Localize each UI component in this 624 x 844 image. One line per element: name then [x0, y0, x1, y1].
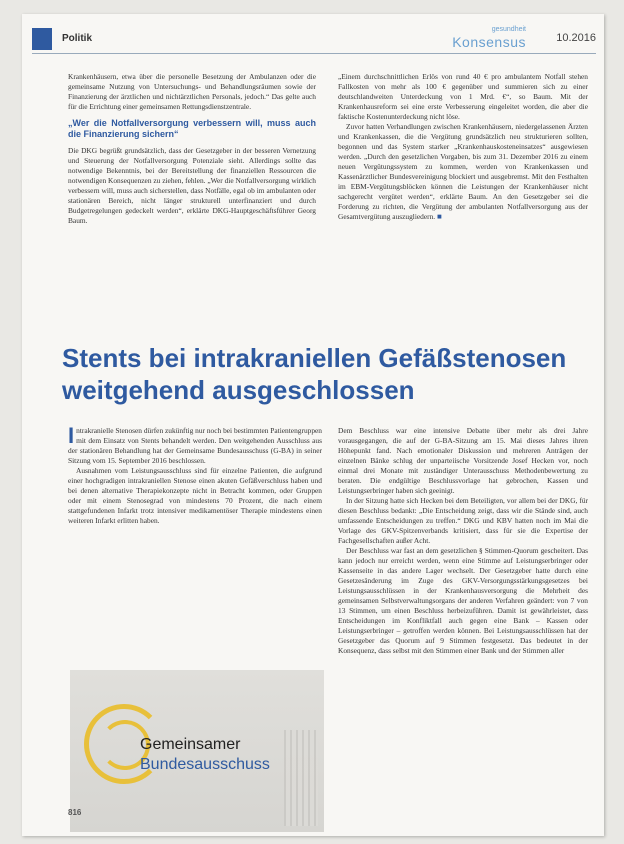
bottom-left-column [68, 423, 323, 526]
bottom-right-column [338, 426, 588, 656]
issue-date: 10.2016 [556, 32, 596, 44]
top-left-para-1: Krankenhäusern, etwa über die personelle Besetzung der Ambulanzen oder die gemeinsame Nutzung von Untersuchungs- und Behandlungsräumen sowie der Finanzierung der ärztlichen und nichtärztlichen Personals, jedoch.“ Das gelte auch für die Errichtung einer gemeinsamen Rettungsdienstzentrale. [68, 72, 316, 111]
page-number: 816 [68, 808, 82, 817]
bottom-left-para-2: Ausnahmen vom Leistungsausschluss sind für einzelne Patienten, die aufgrund einer hochgradigen intrakraniellen Stenose einen akuten Gefäßverschluss haben und bei denen alternative Therapiekonzepte nicht in Betracht kommen, oder Gruppen oder mit einem Stenosegrad von mindestens 70 Prozent, die nach einem stattgefundenen Infarkt trotz intensiver medikamentöser Therapie mindestens einen weiteren Infarkt erlitten haben. [68, 466, 322, 525]
page-header [32, 26, 596, 52]
g-ba-sign-line-1: Gemeinsamer [140, 736, 241, 753]
header-divider [32, 53, 596, 54]
top-right-para-2 [338, 122, 588, 222]
g-ba-background-slats [284, 730, 318, 826]
lead-paragraph-text: ntrakranielle Stenosen dürfen zukünftig nur noch bei bestimmten Patientengruppen mit dem Einsatz von Stents behandelt werden. Den weitgehenden Ausschluss aus der stationären Behandlung hat der Gemeinsame Bundesausschuss (G-BA) in seiner Sitzung vom 15. September 2016 beschlossen. [68, 426, 323, 465]
end-of-article-mark: ■ [437, 212, 442, 221]
subheading: „Wer die Notfallversorgung verbessern will, muss auch die Finanzierung sichern“ [68, 118, 316, 139]
top-right-para-2-text: Zuvor hatten Verhandlungen zwischen Krankenhäusern, niedergelassenen Ärzten und Krankenkassen, die die Vergütung grundsätzlich neu strukturieren sollten, begonnen und das System starker „Krankenhauskosteneinsatzes“ ausgewiesen werden. „Durch den gesetzlichen Vorgaben, bis zum 31. Dezember 2016 zu einem neuen Vergütungssystem zu kommen, werden von Krankenkassen und Kassenärztlicher Bundesvereinigung blockiert und ausgebremst. Mit den Festhalten im EBM-Vergütungsblöcken können die Leistungen der Krankenhäuser nicht sachgerecht vergütet werden“, erklärte Baum. An den Gesetzgeber sei die Forderung zu richten, die Vergütung der ambulanten Notfallversorgung aus der Gesamtvergütung auszugliedern. [338, 122, 588, 221]
top-right-column [338, 72, 588, 222]
article-headline: Stents bei intrakraniellen Gefäßstenosen weitgehend ausgeschlossen [62, 343, 567, 405]
drop-cap: I [68, 423, 75, 448]
section-color-block [32, 28, 52, 50]
top-left-para-2: Die DKG begrüßt grundsätzlich, dass der Gesetzgeber in der besseren Vernetzung und Steuerung der Notfallversorgung Potenziale sieht. Allerdings sollte das notwendige Bekenntnis, bei der Bereitstellung der finanziellen Ressourcen die notwendigen Konsequenzen zu ziehen, fehlen. „Wer die Notfallversorgung wirklich verbessern will, muss auch sicherstellen, dass Notfälle, egal ob im ambulanten oder stationären Bereich, nicht länger strukturell unterfinanziert und durch Budgetregelungen gedeckelt werden“, erklärte DKG-Hauptgeschäftsführer Georg Baum. [68, 146, 317, 225]
bottom-right-para-1: Dem Beschluss war eine intensive Debatte über mehr als drei Jahre vorausgegangen, die auf der G-BA-Sitzung am 15. Mai dieses Jahres ihren Höhepunkt fand. Nach emotionaler Diskussion und mehreren Anträgen der einzelnen Bänke schlug der unparteiische Vorsitzende Josef Hecken vor, noch einmal drei Monate mit zuständiger Unterausschuss Methodenbewertung zu beraten. Die endgültige Beschlussvorlage hat gebrochen, Kassen und Leistungserbringer haben sich geeinigt. [338, 426, 588, 495]
g-ba-photo [70, 670, 324, 832]
bottom-right-para-3: Der Beschluss war fast an dem gesetzlichen § Stimmen-Quorum gescheitert. Das kann jedoch nur erreicht werden, wenn eine Stimme auf Leistungserbringer oder Kassenseite in das andere Lager wechselt. Der Gesetzgeber hatte durch eine Gesetzesänderung im Zuge des GKV-Versorgungsstärkungsgesetzes bei Leistungsausschlüssen in der Krankenhausversorgung die Mehrheit des gemeinsamen Selbstverwaltungsorgans der anderen Verfahren geändert: von 7 von 13 Stimmen, um einen Beschluss herbeizuführen. Damit ist gewährleistet, dass Entscheidungen im Konfliktfall auch gegen eine Bank – Kassen oder Leistungserbringer – getroffen werden können. Bei Leistungsausschlüssen hat der Gesetzgeber das Quorum auf 9 Stimmen festgesetzt. Das bedeutet in der Konsequenz, dass selbst mit den Stimmen einer Bank und der Stimmen aller [338, 546, 588, 655]
logo-small-text: gesundheit [491, 26, 526, 33]
bottom-right-para-2: In der Sitzung hatte sich Hecken bei dem Beteiligten, vor allem bei der DKG, für diesen Beschluss bedankt: „Die Entscheidung zeigt, dass wir die Stände sind, auch umfassende Entscheidungen zu treffen.“ DKG und KBV hatten noch im Mai die Vorlage des GKV-Spitzenverbands kritisiert, dass für sie die Expertise der Fachgesellschaften außer Acht. [338, 496, 588, 545]
logo-big-text: Konsensus [452, 34, 526, 50]
top-right-para-1: „Einem durchschnittlichen Erlös von rund 40 € pro ambulantem Notfall stehen Fallkosten von mehr als 100 € gegenüber und summieren sich zu einer deutschlandweiten Unterdeckung von 1 Mrd. €“, so Baum. Mit der Krankenhausreform sei eine erste Verbesserung eingeleitet worden, die aber die faktische Kostenunterdeckung nicht löse. [338, 72, 588, 121]
magazine-logo [452, 26, 526, 52]
lead-paragraph [68, 423, 323, 466]
top-left-column [68, 72, 316, 226]
g-ba-sign-line-2: Bundesausschuss [140, 756, 270, 773]
magazine-page [22, 14, 604, 836]
section-title: Politik [62, 33, 93, 44]
